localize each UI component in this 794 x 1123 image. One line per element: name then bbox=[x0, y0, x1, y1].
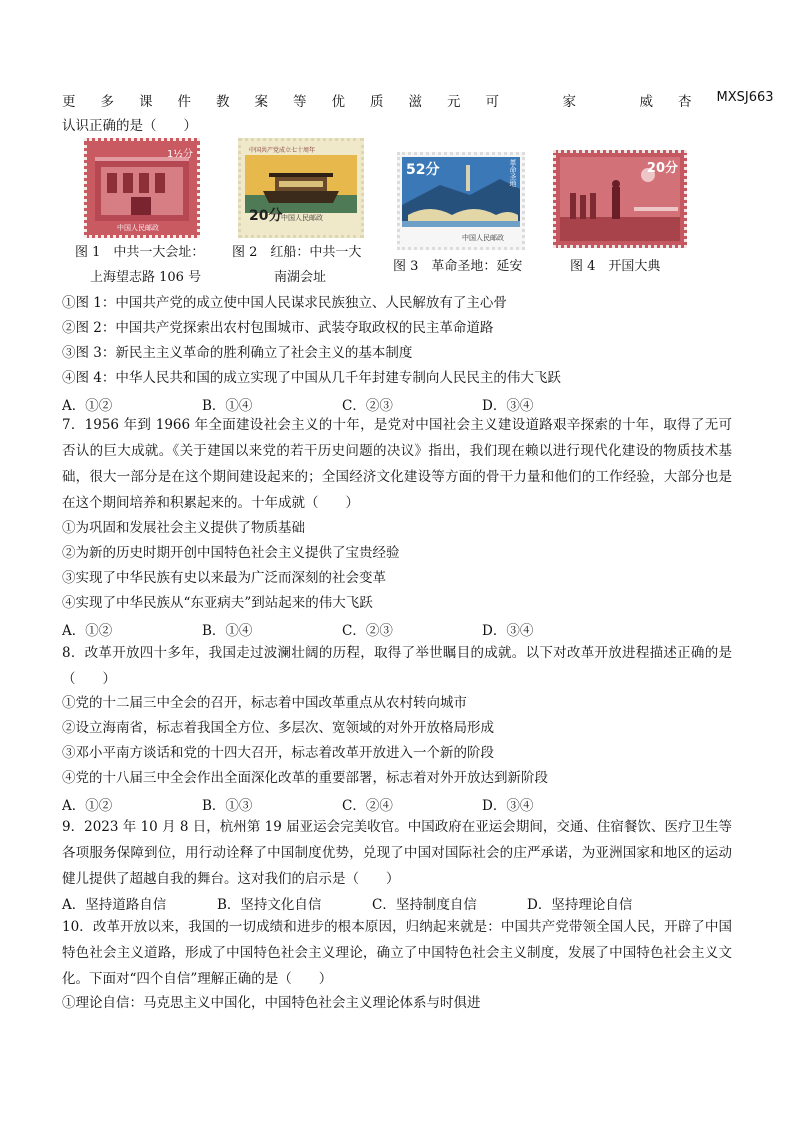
header-code: MXSJ663 bbox=[716, 90, 774, 105]
q6-option-a[interactable]: A．①② bbox=[62, 398, 113, 414]
stamp-3-country: 中国人民邮政 bbox=[462, 234, 504, 242]
q6-option-b[interactable]: B．①④ bbox=[202, 398, 253, 414]
q6-item-1: ①图 1：中国共产党的成立使中国人民谋求民族独立、人民解放有了主心骨 bbox=[62, 295, 507, 311]
q6-option-c[interactable]: C．②③ bbox=[342, 398, 393, 414]
figure-4-caption: 图 4 开国大典 bbox=[570, 259, 661, 274]
q7-option-d[interactable]: D．③④ bbox=[482, 623, 534, 639]
q8-item-4: ④党的十八届三中全会作出全面深化改革的重要部署，标志着对外开放达到新阶段 bbox=[62, 770, 548, 786]
q8-option-a[interactable]: A．①② bbox=[62, 798, 113, 814]
q8-item-2: ②设立海南省，标志着我国全方位、多层次、宽领域的对外开放格局形成 bbox=[62, 720, 494, 736]
stamp-1-country: 中国人民邮政 bbox=[117, 224, 159, 232]
stamp-figure-2 bbox=[238, 138, 364, 238]
q7-stem: 7．1956 年到 1966 年全面建设社会主义的十年，是党对中国社会主义建设道路艰辛探索的十年，取得了无可否认的巨大成就。《关于建国以来党的若干历史问题的决议》指出，我们现在赖以进行现代化建设的物质技术基础，很大一部分是在这个期间建设起来的；全国经济文化建设等方面的骨干力量和他们的工作经验，大部分也是在这个期间培养和积累起来的。十年成就（ ） bbox=[62, 417, 732, 511]
stamp-3-title: 革命圣地 bbox=[509, 159, 517, 187]
stamp-2-value: 20分 bbox=[249, 208, 283, 224]
stamp-2-title: 中国共产党成立七十周年 bbox=[249, 147, 316, 154]
q7-options bbox=[62, 619, 622, 639]
stamp-2-country: 中国人民邮政 bbox=[281, 214, 323, 222]
stamp-figure-1 bbox=[84, 138, 200, 238]
stamp-figure-4 bbox=[553, 150, 687, 248]
header-watermark: 更 多 课 件 教 案 等 优 质 滋 元 可 家 威 杏 bbox=[62, 94, 692, 110]
q7-item-2: ②为新的历史时期开创中国特色社会主义提供了宝贵经验 bbox=[62, 545, 400, 561]
stamp-4-value: 20分 bbox=[646, 161, 678, 176]
q7-item-4: ④实现了中华民族从“东亚病夫”到站起来的伟大飞跃 bbox=[62, 595, 373, 611]
figure-1-caption: 图 1 中共一大会址： bbox=[75, 245, 205, 260]
q6-item-4: ④图 4：中华人民共和国的成立实现了中国从几千年封建专制向人民民主的伟大飞跃 bbox=[62, 370, 561, 386]
q6-stem-tail: 认识正确的是（ ） bbox=[62, 118, 197, 134]
q7-option-a[interactable]: A．①② bbox=[62, 623, 113, 639]
q7-option-c[interactable]: C．②③ bbox=[342, 623, 393, 639]
q7-item-3: ③实现了中华民族有史以来最为广泛而深刻的社会变革 bbox=[62, 570, 386, 586]
q8-item-1: ①党的十二届三中全会的召开，标志着中国改革重点从农村转向城市 bbox=[62, 695, 467, 711]
q8-option-d[interactable]: D．③④ bbox=[482, 798, 534, 814]
figure-2-caption-line2: 南湖会址 bbox=[274, 270, 327, 285]
q10-stem: 10．改革开放以来，我国的一切成绩和进步的根本原因，归纳起来就是：中国共产党带领全国人民，开辟了中国特色社会主义道路，形成了中国特色社会主义理论，确立了中国特色社会主义制度，发展了中国特色社会主义文化。下面对“四个自信”理解正确的是（ ） bbox=[62, 919, 732, 987]
q10-item-1: ①理论自信：马克思主义中国化，中国特色社会主义理论体系与时俱进 bbox=[62, 995, 481, 1011]
q6-option-d[interactable]: D．③④ bbox=[482, 398, 534, 414]
page-header bbox=[62, 90, 774, 110]
q9-option-a[interactable]: A．坚持道路自信 bbox=[62, 897, 167, 913]
q9-stem: 9．2023 年 10 月 8 日，杭州第 19 届亚运会完美收官。中国政府在亚运会期间，交通、住宿餐饮、医疗卫生等各项服务保障到位，用行动诠释了中国制度优势，兑现了中国对国际社会的庄严承诺，为亚洲国家和地区的运动健儿提供了超越自我的舞台。这对我们的启示是（ ） bbox=[62, 819, 732, 887]
q7-option-b[interactable]: B．①④ bbox=[202, 623, 253, 639]
q6-options bbox=[62, 394, 622, 414]
figure-1-caption-line2: 上海望志路 106 号 bbox=[90, 270, 202, 285]
q9-option-c[interactable]: C．坚持制度自信 bbox=[372, 897, 477, 913]
figure-2-caption: 图 2 红船：中共一大 bbox=[232, 245, 362, 260]
q9-options bbox=[62, 893, 722, 913]
q9-option-b[interactable]: B．坚持文化自信 bbox=[217, 897, 322, 913]
q8-item-3: ③邓小平南方谈话和党的十四大召开，标志着改革开放进入一个新的阶段 bbox=[62, 745, 494, 761]
q8-stem: 8．改革开放四十多年，我国走过波澜壮阔的历程，取得了举世瞩目的成就。以下对改革开放进程描述正确的是（ ） bbox=[62, 645, 732, 687]
q8-option-c[interactable]: C．②④ bbox=[342, 798, 393, 814]
q6-item-2: ②图 2：中国共产党探索出农村包围城市、武装夺取政权的民主革命道路 bbox=[62, 320, 494, 336]
stamp-figure-3 bbox=[397, 152, 525, 250]
figure-3-caption: 图 3 革命圣地：延安 bbox=[393, 259, 523, 274]
q9-option-d[interactable]: D．坚持理论自信 bbox=[527, 897, 633, 913]
stamp-1-value: 1½分 bbox=[166, 149, 193, 160]
q8-options bbox=[62, 794, 622, 814]
q6-item-3: ③图 3：新民主主义革命的胜利确立了社会主义的基本制度 bbox=[62, 345, 413, 361]
q7-item-1: ①为巩固和发展社会主义提供了物质基础 bbox=[62, 520, 305, 536]
q8-option-b[interactable]: B．①③ bbox=[202, 798, 253, 814]
stamp-3-value: 52分 bbox=[406, 162, 440, 178]
